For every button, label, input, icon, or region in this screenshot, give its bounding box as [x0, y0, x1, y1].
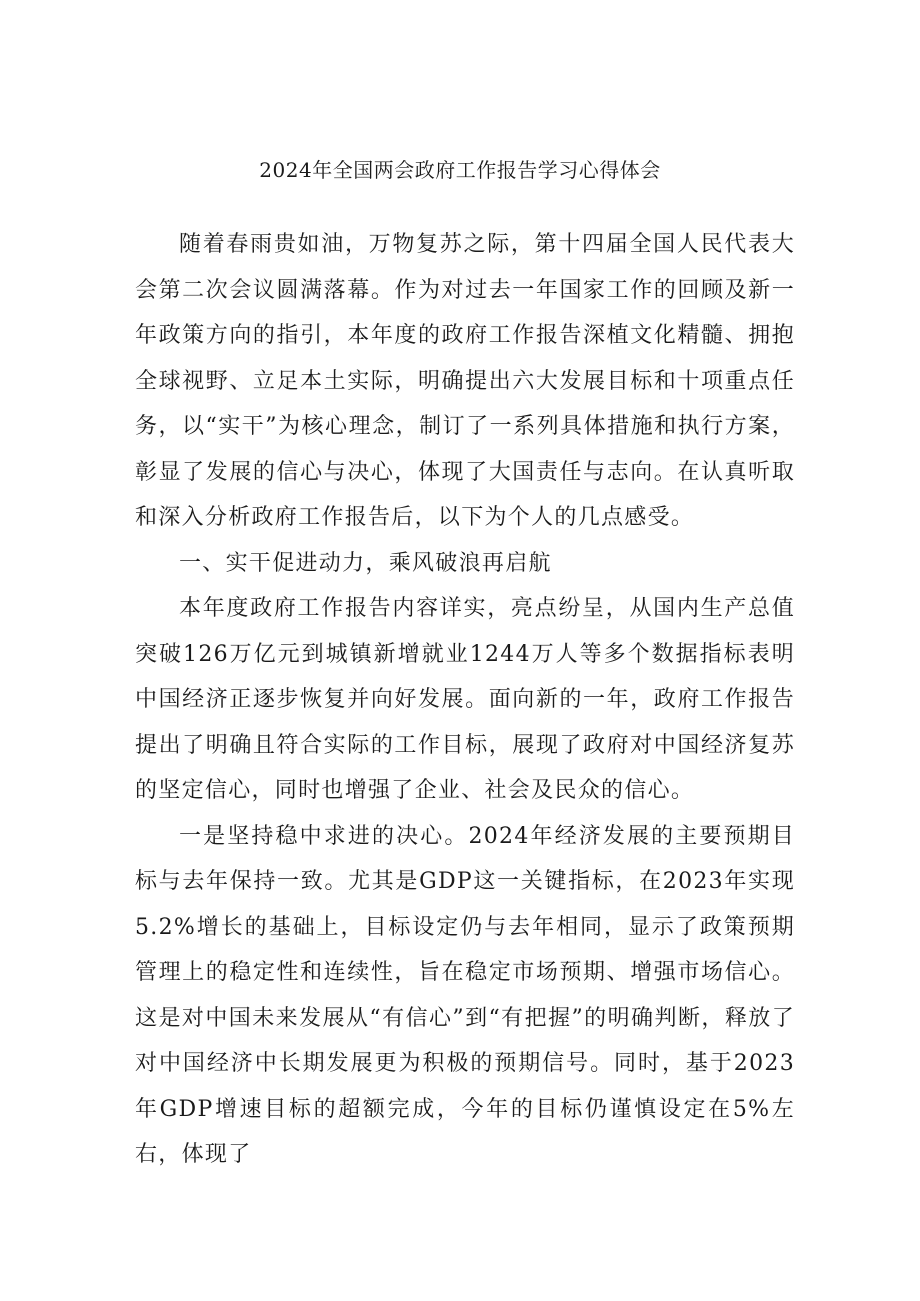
paragraph-section-1: 本年度政府工作报告内容详实，亮点纷呈，从国内生产总值突破126万亿元到城镇新增就业1244万人等多个数据指标表明中国经济正逐步恢复并向好发展。面向新的一年，政府工作报告提出了明确且符合实际的工作目标，展现了政府对中国经济复苏的坚定信心，同时也增强了企业、社会及民众的信心。 [135, 596, 795, 803]
section-heading-1: 一、实干促进动力，乘风破浪再启航 [179, 550, 552, 576]
paragraph-point-1: 一是坚持稳中求进的决心。2024年经济发展的主要预期目标与去年保持一致。尤其是GDP这一关键指标，在2023年实现5.2%增长的基础上，目标设定仍与去年相同，显示了政策预期管理上的稳定性和连续性，旨在稳定市场预期、增强市场信心。这是对中国未来发展从“有信心”到“有把握”的明确判断，释放了对中国经济中长期发展更为积极的预期信号。同时，基于2023年GDP增速目标的超额完成，今年的目标仍谨慎设定在5%左右，体现了 [135, 823, 795, 1167]
document-body [135, 222, 795, 1178]
paragraph-intro: 随着春雨贵如油，万物复苏之际，第十四届全国人民代表大会第二次会议圆满落幕。作为对过去一年国家工作的回顾及新一年政策方向的指引，本年度的政府工作报告深植文化精髓、拥抱全球视野、立足本土实际，明确提出六大发展目标和十项重点任务，以“实干”为核心理念，制订了一系列具体措施和执行方案，彰显了发展的信心与决心，体现了大国责任与志向。在认真听取和深入分析政府工作报告后，以下为个人的几点感受。 [135, 232, 795, 530]
document-title: 2024年全国两会政府工作报告学习心得体会 [259, 158, 661, 182]
